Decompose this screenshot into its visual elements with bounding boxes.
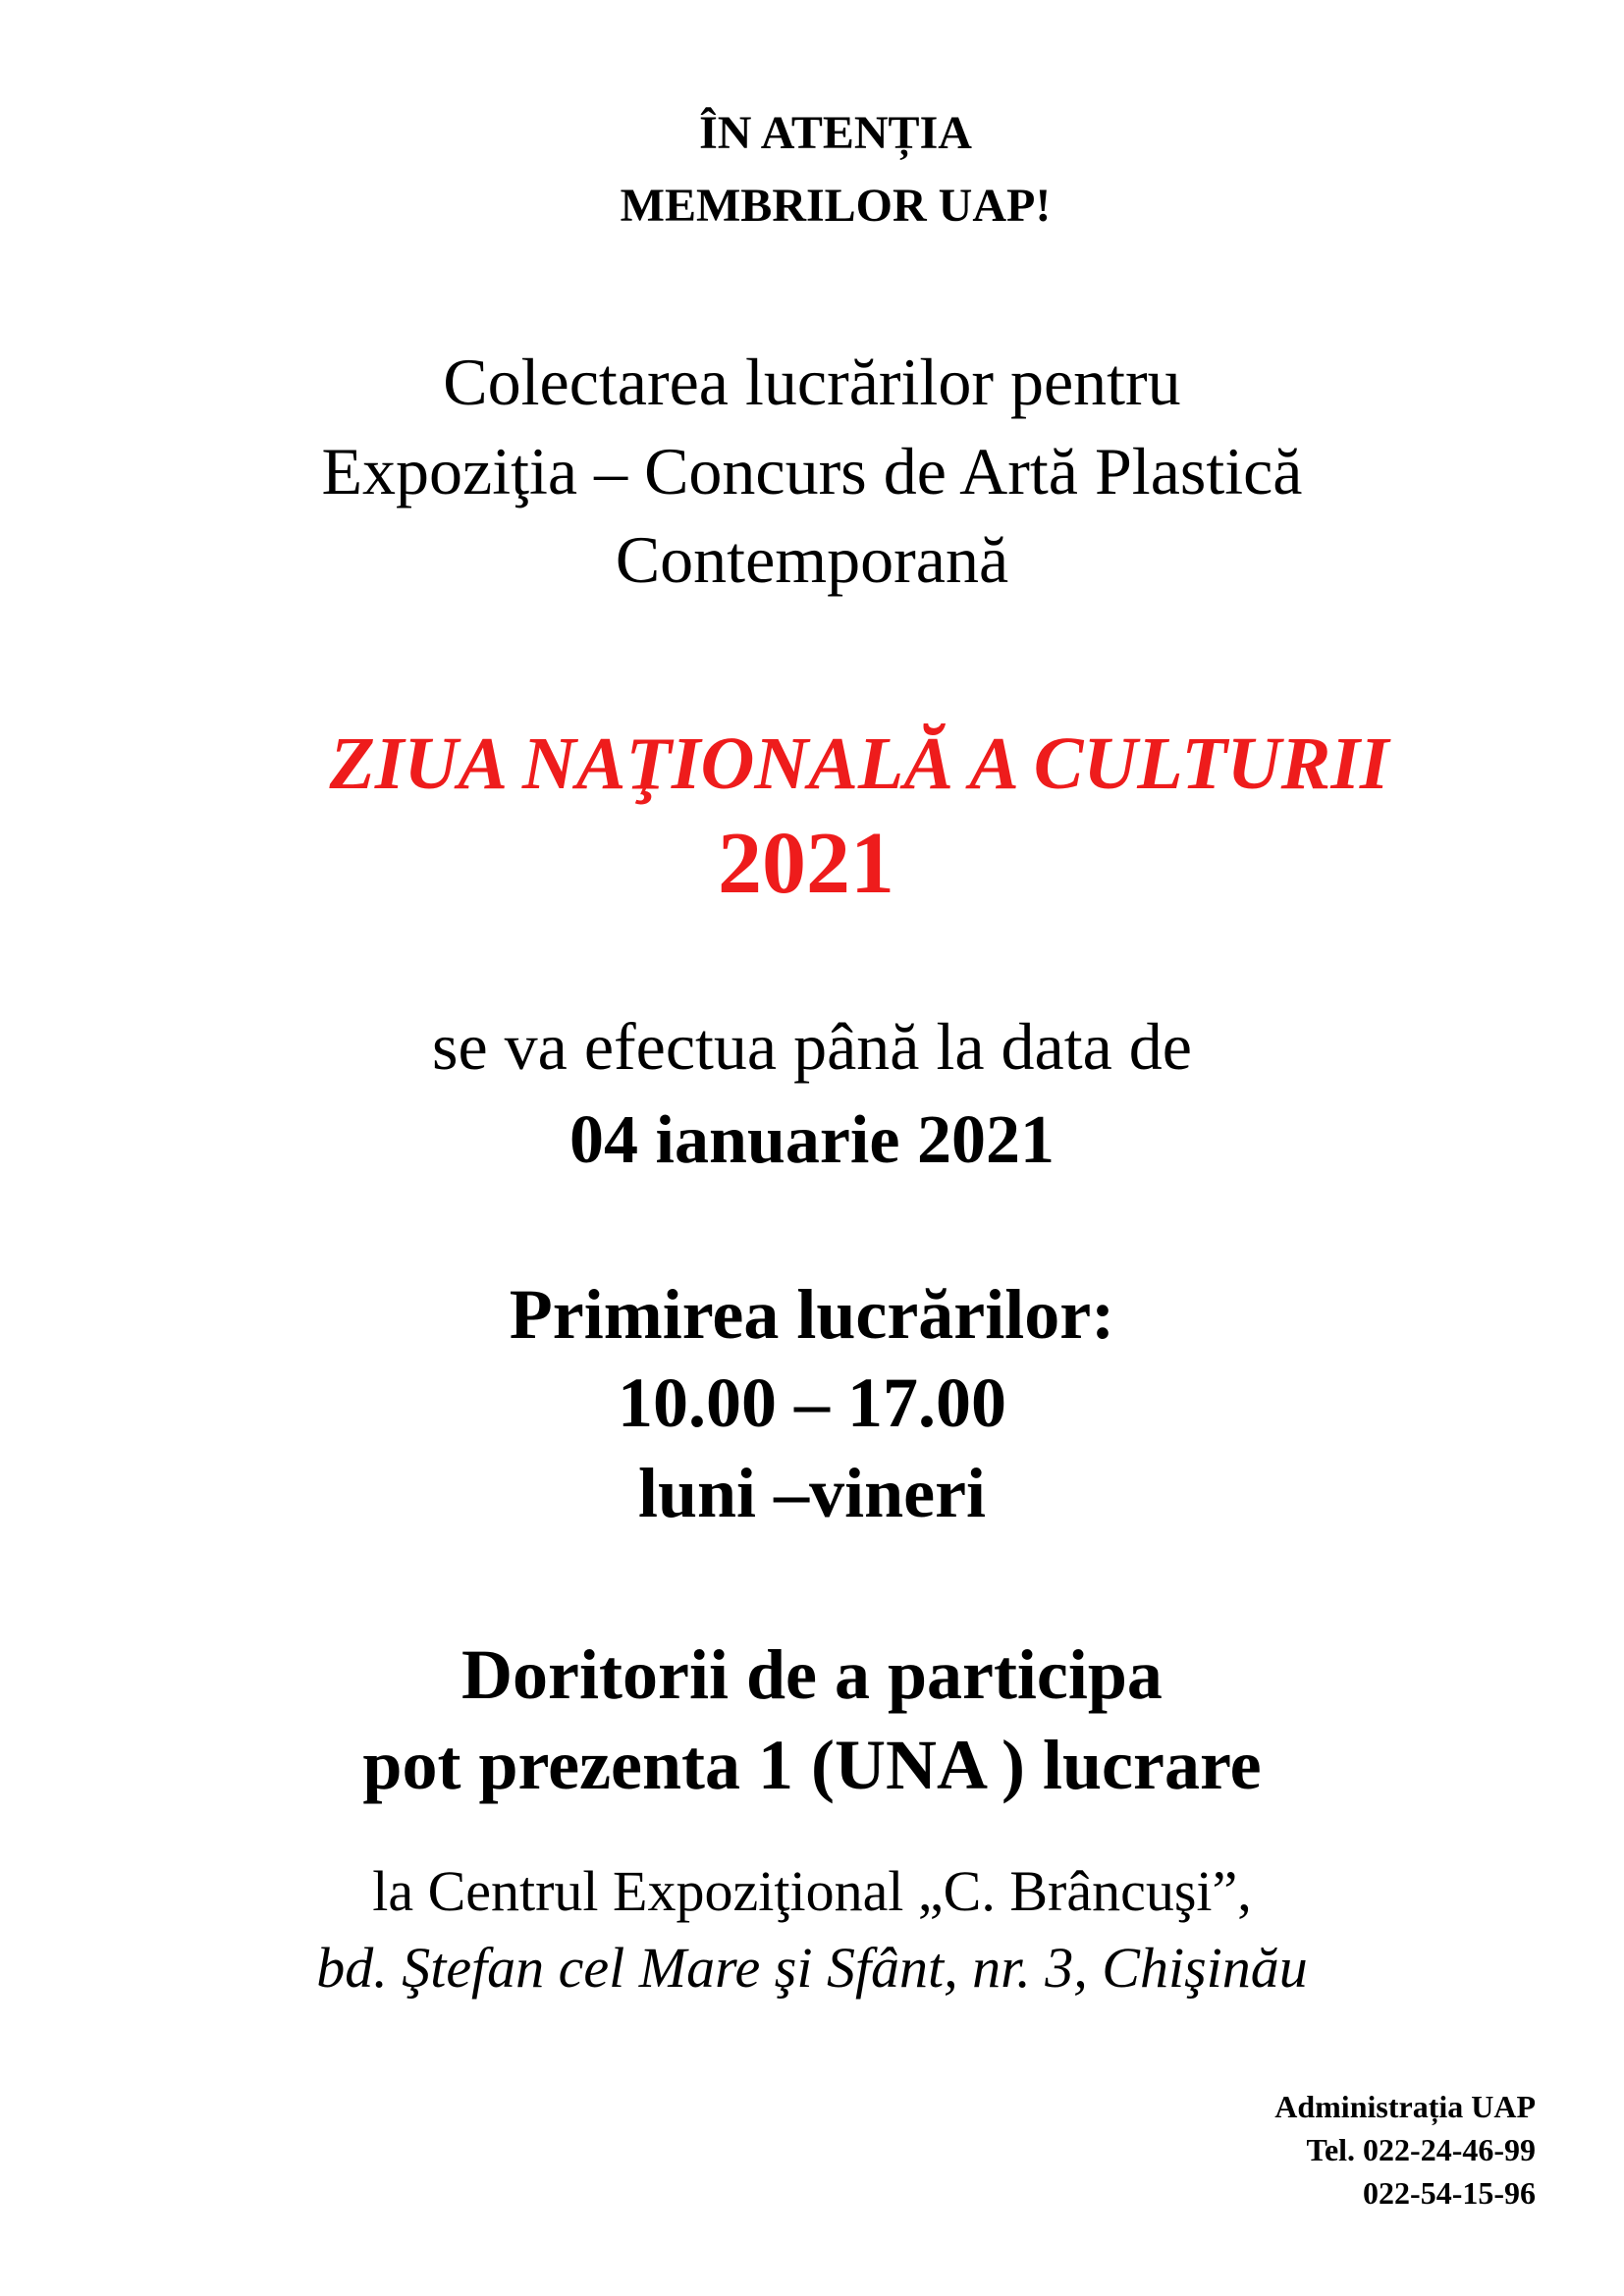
contact-tel-2: 022-54-15-96 [1363,2175,1536,2211]
event-year: 2021 [718,815,894,912]
intro-line-1: Colectarea lucrărilor pentru [443,345,1181,419]
contact-tel-1: Tel. 022-24-46-99 [1306,2132,1536,2167]
participation-line-2: pot prezenta 1 (UNA ) lucrare [362,1726,1262,1804]
participation-line-1: Doritorii de a participa [461,1635,1163,1714]
event-title: ZIUA NAŢIONALĂ A CULTURII [329,722,1389,805]
reception-hours: 10.00 – 17.00 [618,1363,1006,1442]
location-venue: la Centrul Expoziţional „C. Brâncuşi”, [372,1859,1252,1923]
intro-line-3: Contemporană [615,522,1009,597]
reception-label: Primirea lucrărilor: [509,1275,1115,1354]
reception-days: luni –vineri [637,1454,987,1532]
location-address: bd. Ştefan cel Mare şi Sfânt, nr. 3, Chişinău [316,1936,1308,2000]
deadline-date: 04 ianuarie 2021 [569,1102,1055,1178]
header-line-2: MEMBRILOR UAP! [620,180,1052,232]
intro-line-2: Expoziţia – Concurs de Artă Plastică [321,434,1303,508]
header-line-1: ÎN ATENȚIA [699,107,972,159]
deadline-text: se va efectua până la data de [432,1009,1192,1084]
contact-org: Administrația UAP [1274,2089,1536,2124]
